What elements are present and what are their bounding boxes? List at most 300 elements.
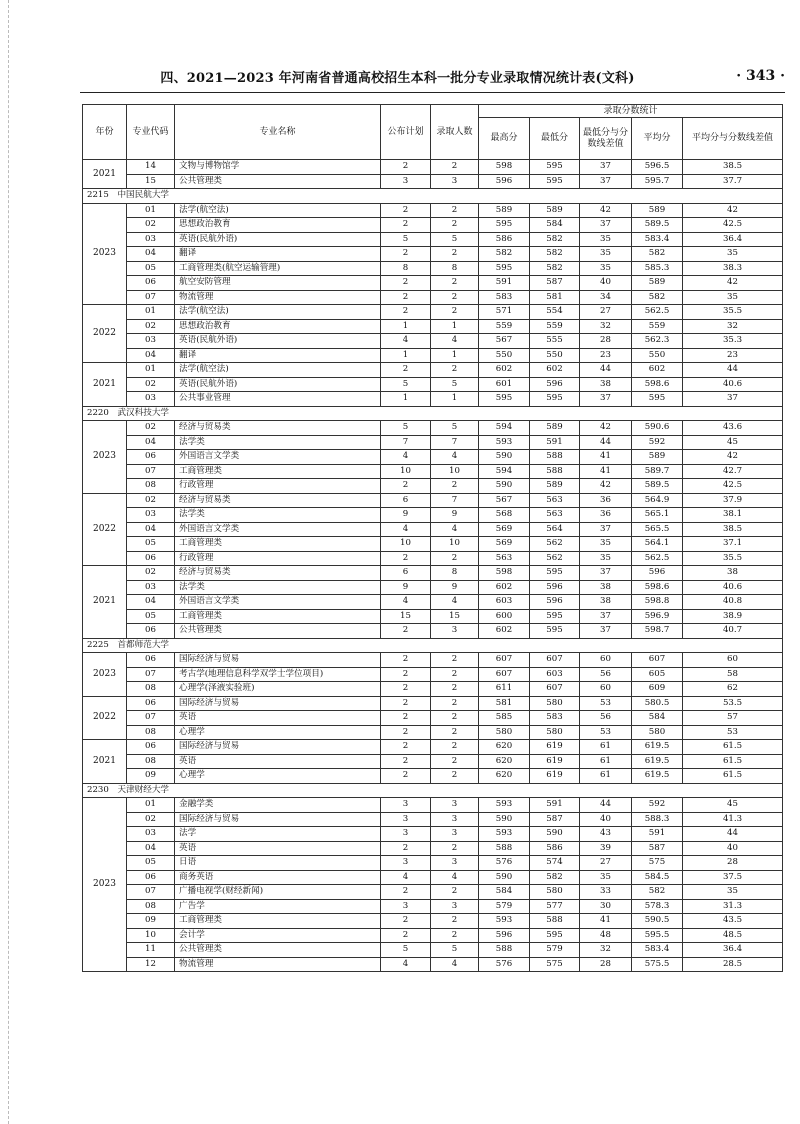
major-name-cell: 行政管理 — [175, 551, 381, 566]
university-name: 2215 中国民航大学 — [83, 189, 783, 204]
avg-score-cell: 559 — [632, 319, 683, 334]
avg-diff-cell: 37 — [683, 392, 783, 407]
university-row — [83, 638, 783, 653]
min-diff-cell: 42 — [580, 421, 632, 436]
table-row — [83, 798, 783, 813]
min-diff-cell: 43 — [580, 827, 632, 842]
min-diff-cell: 37 — [580, 566, 632, 581]
avg-diff-cell: 48.5 — [683, 928, 783, 943]
code-cell: 15 — [127, 174, 175, 189]
table-row — [83, 856, 783, 871]
code-cell: 04 — [127, 247, 175, 262]
plan-cell: 6 — [381, 566, 431, 581]
min-score-cell: 595 — [530, 609, 580, 624]
avg-diff-cell: 61.5 — [683, 740, 783, 755]
table-row — [83, 305, 783, 320]
table-row — [83, 377, 783, 392]
admitted-cell: 2 — [431, 769, 479, 784]
max-score-cell: 600 — [479, 609, 530, 624]
max-score-cell: 579 — [479, 899, 530, 914]
col-header-code: 专业代码 — [127, 105, 175, 160]
min-diff-cell: 61 — [580, 769, 632, 784]
major-name-cell: 法学类 — [175, 580, 381, 595]
max-score-cell: 620 — [479, 769, 530, 784]
col-header-score-group: 录取分数统计 — [479, 105, 783, 118]
code-cell: 04 — [127, 435, 175, 450]
major-name-cell: 行政管理 — [175, 479, 381, 494]
max-score-cell: 602 — [479, 580, 530, 595]
plan-cell: 10 — [381, 464, 431, 479]
table-row — [83, 218, 783, 233]
code-cell: 07 — [127, 464, 175, 479]
max-score-cell: 595 — [479, 392, 530, 407]
code-cell: 08 — [127, 754, 175, 769]
avg-score-cell: 590.6 — [632, 421, 683, 436]
major-name-cell: 经济与贸易类 — [175, 566, 381, 581]
min-score-cell: 574 — [530, 856, 580, 871]
avg-diff-cell: 28.5 — [683, 957, 783, 972]
min-score-cell: 596 — [530, 580, 580, 595]
min-diff-cell: 35 — [580, 551, 632, 566]
avg-diff-cell: 62 — [683, 682, 783, 697]
admitted-cell: 9 — [431, 580, 479, 595]
major-name-cell: 公共管理类 — [175, 174, 381, 189]
min-score-cell: 562 — [530, 551, 580, 566]
min-score-cell: 588 — [530, 450, 580, 465]
table-row — [83, 160, 783, 175]
avg-diff-cell: 35 — [683, 290, 783, 305]
admitted-cell: 2 — [431, 696, 479, 711]
avg-diff-cell: 37.9 — [683, 493, 783, 508]
admitted-cell: 15 — [431, 609, 479, 624]
max-score-cell: 596 — [479, 928, 530, 943]
major-name-cell: 国际经济与贸易 — [175, 812, 381, 827]
avg-diff-cell: 42 — [683, 203, 783, 218]
avg-diff-cell: 41.3 — [683, 812, 783, 827]
max-score-cell: 580 — [479, 725, 530, 740]
plan-cell: 2 — [381, 551, 431, 566]
avg-score-cell: 602 — [632, 363, 683, 378]
table-row — [83, 276, 783, 291]
min-score-cell: 595 — [530, 566, 580, 581]
avg-diff-cell: 53.5 — [683, 696, 783, 711]
avg-diff-cell: 35.5 — [683, 551, 783, 566]
table-row — [83, 580, 783, 595]
avg-diff-cell: 23 — [683, 348, 783, 363]
code-cell: 06 — [127, 696, 175, 711]
major-name-cell: 工商管理类 — [175, 914, 381, 929]
max-score-cell: 576 — [479, 856, 530, 871]
avg-score-cell: 589.7 — [632, 464, 683, 479]
plan-cell: 2 — [381, 885, 431, 900]
table-row — [83, 392, 783, 407]
max-score-cell: 569 — [479, 522, 530, 537]
avg-score-cell: 598.7 — [632, 624, 683, 639]
min-score-cell: 582 — [530, 232, 580, 247]
major-name-cell: 工商管理类 — [175, 537, 381, 552]
code-cell: 03 — [127, 827, 175, 842]
major-name-cell: 心理学(泽液实验班) — [175, 682, 381, 697]
avg-score-cell: 598.6 — [632, 580, 683, 595]
max-score-cell: 583 — [479, 290, 530, 305]
min-score-cell: 575 — [530, 957, 580, 972]
avg-diff-cell: 45 — [683, 798, 783, 813]
min-diff-cell: 37 — [580, 522, 632, 537]
plan-cell: 2 — [381, 290, 431, 305]
col-header-plan: 公布计划 — [381, 105, 431, 160]
table-row — [83, 493, 783, 508]
code-cell: 03 — [127, 334, 175, 349]
code-cell: 04 — [127, 595, 175, 610]
table-row — [83, 203, 783, 218]
max-score-cell: 611 — [479, 682, 530, 697]
plan-cell: 2 — [381, 276, 431, 291]
table-row — [83, 827, 783, 842]
table-row — [83, 537, 783, 552]
major-name-cell: 英语 — [175, 841, 381, 856]
max-score-cell: 569 — [479, 537, 530, 552]
plan-cell: 5 — [381, 943, 431, 958]
code-cell: 06 — [127, 740, 175, 755]
max-score-cell: 593 — [479, 435, 530, 450]
avg-score-cell: 562.5 — [632, 551, 683, 566]
min-score-cell: 582 — [530, 247, 580, 262]
admitted-cell: 2 — [431, 725, 479, 740]
min-score-cell: 595 — [530, 928, 580, 943]
table-row — [83, 841, 783, 856]
plan-cell: 9 — [381, 580, 431, 595]
year-cell: 2021 — [83, 740, 127, 784]
min-score-cell: 580 — [530, 725, 580, 740]
admitted-cell: 4 — [431, 334, 479, 349]
admitted-cell: 4 — [431, 450, 479, 465]
min-score-cell: 607 — [530, 653, 580, 668]
code-cell: 06 — [127, 870, 175, 885]
year-cell: 2021 — [83, 566, 127, 639]
code-cell: 04 — [127, 348, 175, 363]
max-score-cell: 581 — [479, 696, 530, 711]
code-cell: 01 — [127, 798, 175, 813]
admitted-cell: 1 — [431, 319, 479, 334]
admitted-cell: 2 — [431, 711, 479, 726]
avg-diff-cell: 38 — [683, 566, 783, 581]
avg-score-cell: 565.1 — [632, 508, 683, 523]
admitted-cell: 2 — [431, 667, 479, 682]
max-score-cell: 593 — [479, 798, 530, 813]
min-diff-cell: 27 — [580, 305, 632, 320]
avg-diff-cell: 35 — [683, 885, 783, 900]
table-row — [83, 696, 783, 711]
major-name-cell: 翻译 — [175, 247, 381, 262]
admitted-cell: 2 — [431, 203, 479, 218]
admitted-cell: 3 — [431, 624, 479, 639]
plan-cell: 1 — [381, 392, 431, 407]
table-row — [83, 682, 783, 697]
page-title: 四、2021—2023 年河南省普通高校招生本科一批分专业录取情况统计表(文科) — [160, 70, 635, 86]
major-name-cell: 物流管理 — [175, 290, 381, 305]
min-score-cell: 580 — [530, 696, 580, 711]
code-cell: 08 — [127, 899, 175, 914]
plan-cell: 2 — [381, 725, 431, 740]
min-score-cell: 596 — [530, 595, 580, 610]
major-name-cell: 心理学 — [175, 725, 381, 740]
table-row — [83, 740, 783, 755]
admitted-cell: 2 — [431, 754, 479, 769]
year-cell: 2023 — [83, 421, 127, 494]
avg-diff-cell: 61.5 — [683, 754, 783, 769]
major-name-cell: 外国语言文学类 — [175, 522, 381, 537]
min-diff-cell: 37 — [580, 160, 632, 175]
major-name-cell: 金融学类 — [175, 798, 381, 813]
min-diff-cell: 23 — [580, 348, 632, 363]
plan-cell: 5 — [381, 232, 431, 247]
code-cell: 02 — [127, 319, 175, 334]
min-score-cell: 607 — [530, 682, 580, 697]
min-diff-cell: 28 — [580, 957, 632, 972]
admitted-cell: 2 — [431, 682, 479, 697]
avg-score-cell: 592 — [632, 435, 683, 450]
max-score-cell: 595 — [479, 261, 530, 276]
avg-score-cell: 589 — [632, 450, 683, 465]
avg-diff-cell: 42.5 — [683, 218, 783, 233]
table-row — [83, 725, 783, 740]
plan-cell: 3 — [381, 174, 431, 189]
avg-score-cell: 575.5 — [632, 957, 683, 972]
avg-score-cell: 619.5 — [632, 754, 683, 769]
code-cell: 04 — [127, 841, 175, 856]
admitted-cell: 2 — [431, 653, 479, 668]
avg-diff-cell: 35 — [683, 247, 783, 262]
major-name-cell: 英语(民航外语) — [175, 232, 381, 247]
code-cell: 07 — [127, 711, 175, 726]
code-cell: 06 — [127, 624, 175, 639]
min-score-cell: 619 — [530, 769, 580, 784]
min-diff-cell: 35 — [580, 232, 632, 247]
code-cell: 03 — [127, 232, 175, 247]
min-diff-cell: 40 — [580, 812, 632, 827]
max-score-cell: 567 — [479, 334, 530, 349]
year-cell: 2022 — [83, 696, 127, 740]
plan-cell: 10 — [381, 537, 431, 552]
avg-score-cell: 584.5 — [632, 870, 683, 885]
plan-cell: 2 — [381, 841, 431, 856]
code-cell: 03 — [127, 392, 175, 407]
code-cell: 06 — [127, 653, 175, 668]
max-score-cell: 571 — [479, 305, 530, 320]
admitted-cell: 3 — [431, 174, 479, 189]
min-diff-cell: 61 — [580, 754, 632, 769]
avg-diff-cell: 37.1 — [683, 537, 783, 552]
major-name-cell: 思想政治教育 — [175, 218, 381, 233]
min-score-cell: 582 — [530, 870, 580, 885]
table-row — [83, 522, 783, 537]
code-cell: 09 — [127, 914, 175, 929]
code-cell: 02 — [127, 812, 175, 827]
avg-score-cell: 582 — [632, 247, 683, 262]
table-row — [83, 667, 783, 682]
avg-diff-cell: 40.6 — [683, 580, 783, 595]
major-name-cell: 心理学 — [175, 769, 381, 784]
admitted-cell: 4 — [431, 522, 479, 537]
admitted-cell: 3 — [431, 899, 479, 914]
code-cell: 02 — [127, 493, 175, 508]
binding-margin-line — [8, 0, 9, 1124]
code-cell: 05 — [127, 261, 175, 276]
min-score-cell: 577 — [530, 899, 580, 914]
avg-diff-cell: 57 — [683, 711, 783, 726]
admitted-cell: 2 — [431, 363, 479, 378]
header-rule — [80, 92, 785, 93]
avg-score-cell: 580.5 — [632, 696, 683, 711]
table-row — [83, 464, 783, 479]
plan-cell: 1 — [381, 348, 431, 363]
avg-score-cell: 580 — [632, 725, 683, 740]
admitted-cell: 8 — [431, 566, 479, 581]
year-cell: 2023 — [83, 203, 127, 305]
code-cell: 01 — [127, 363, 175, 378]
min-diff-cell: 35 — [580, 247, 632, 262]
avg-score-cell: 583.4 — [632, 943, 683, 958]
min-score-cell: 619 — [530, 740, 580, 755]
table-row — [83, 885, 783, 900]
avg-diff-cell: 38.5 — [683, 522, 783, 537]
max-score-cell: 593 — [479, 914, 530, 929]
table-row — [83, 711, 783, 726]
table-row — [83, 421, 783, 436]
code-cell: 14 — [127, 160, 175, 175]
min-score-cell: 555 — [530, 334, 580, 349]
min-score-cell: 559 — [530, 319, 580, 334]
avg-diff-cell: 40.6 — [683, 377, 783, 392]
avg-diff-cell: 40.7 — [683, 624, 783, 639]
avg-diff-cell: 37.7 — [683, 174, 783, 189]
avg-score-cell: 582 — [632, 290, 683, 305]
plan-cell: 3 — [381, 798, 431, 813]
admitted-cell: 2 — [431, 290, 479, 305]
max-score-cell: 607 — [479, 653, 530, 668]
admitted-cell: 2 — [431, 914, 479, 929]
max-score-cell: 593 — [479, 827, 530, 842]
plan-cell: 3 — [381, 899, 431, 914]
min-diff-cell: 38 — [580, 377, 632, 392]
min-diff-cell: 44 — [580, 798, 632, 813]
admitted-cell: 5 — [431, 232, 479, 247]
min-score-cell: 580 — [530, 885, 580, 900]
code-cell: 03 — [127, 580, 175, 595]
min-score-cell: 564 — [530, 522, 580, 537]
max-score-cell: 620 — [479, 754, 530, 769]
avg-diff-cell: 42 — [683, 450, 783, 465]
min-diff-cell: 30 — [580, 899, 632, 914]
major-name-cell: 英语(民航外语) — [175, 377, 381, 392]
avg-score-cell: 591 — [632, 827, 683, 842]
page-number: · 343 · — [736, 68, 785, 84]
major-name-cell: 日语 — [175, 856, 381, 871]
min-diff-cell: 32 — [580, 943, 632, 958]
min-diff-cell: 39 — [580, 841, 632, 856]
plan-cell: 2 — [381, 653, 431, 668]
avg-score-cell: 584 — [632, 711, 683, 726]
avg-score-cell: 596.5 — [632, 160, 683, 175]
max-score-cell: 563 — [479, 551, 530, 566]
admitted-cell: 5 — [431, 421, 479, 436]
code-cell: 07 — [127, 667, 175, 682]
avg-score-cell: 595.7 — [632, 174, 683, 189]
major-name-cell: 广播电视学(财经新闻) — [175, 885, 381, 900]
plan-cell: 2 — [381, 247, 431, 262]
plan-cell: 15 — [381, 609, 431, 624]
avg-diff-cell: 43.6 — [683, 421, 783, 436]
major-name-cell: 英语 — [175, 754, 381, 769]
plan-cell: 5 — [381, 377, 431, 392]
table-row — [83, 754, 783, 769]
table-row — [83, 363, 783, 378]
table-body — [83, 160, 783, 972]
min-diff-cell: 60 — [580, 682, 632, 697]
min-score-cell: 550 — [530, 348, 580, 363]
avg-score-cell: 564.9 — [632, 493, 683, 508]
avg-diff-cell: 42.7 — [683, 464, 783, 479]
admitted-cell: 2 — [431, 479, 479, 494]
admitted-cell: 4 — [431, 957, 479, 972]
plan-cell: 1 — [381, 319, 431, 334]
code-cell: 08 — [127, 682, 175, 697]
min-diff-cell: 36 — [580, 508, 632, 523]
avg-score-cell: 564.1 — [632, 537, 683, 552]
max-score-cell: 620 — [479, 740, 530, 755]
min-diff-cell: 37 — [580, 218, 632, 233]
avg-diff-cell: 32 — [683, 319, 783, 334]
avg-score-cell: 575 — [632, 856, 683, 871]
major-name-cell: 物流管理 — [175, 957, 381, 972]
min-diff-cell: 38 — [580, 580, 632, 595]
table-row — [83, 479, 783, 494]
admission-statistics-table — [82, 104, 783, 972]
admitted-cell: 2 — [431, 276, 479, 291]
min-score-cell: 587 — [530, 812, 580, 827]
major-name-cell: 公共管理类 — [175, 624, 381, 639]
plan-cell: 2 — [381, 624, 431, 639]
min-diff-cell: 40 — [580, 276, 632, 291]
plan-cell: 3 — [381, 827, 431, 842]
min-diff-cell: 42 — [580, 203, 632, 218]
table-row — [83, 566, 783, 581]
min-score-cell: 590 — [530, 827, 580, 842]
year-cell: 2021 — [83, 363, 127, 407]
major-name-cell: 国际经济与贸易 — [175, 696, 381, 711]
min-diff-cell: 53 — [580, 725, 632, 740]
min-diff-cell: 56 — [580, 711, 632, 726]
table-row — [83, 348, 783, 363]
avg-score-cell: 587 — [632, 841, 683, 856]
university-name: 2225 首都师范大学 — [83, 638, 783, 653]
min-score-cell: 563 — [530, 508, 580, 523]
table-row — [83, 174, 783, 189]
avg-score-cell: 595 — [632, 392, 683, 407]
table-row — [83, 290, 783, 305]
code-cell: 05 — [127, 609, 175, 624]
major-name-cell: 国际经济与贸易 — [175, 740, 381, 755]
avg-score-cell: 619.5 — [632, 769, 683, 784]
table-row — [83, 551, 783, 566]
min-diff-cell: 41 — [580, 450, 632, 465]
max-score-cell: 589 — [479, 203, 530, 218]
max-score-cell: 602 — [479, 363, 530, 378]
admitted-cell: 3 — [431, 798, 479, 813]
col-header-name: 专业名称 — [175, 105, 381, 160]
plan-cell: 2 — [381, 305, 431, 320]
code-cell: 04 — [127, 522, 175, 537]
